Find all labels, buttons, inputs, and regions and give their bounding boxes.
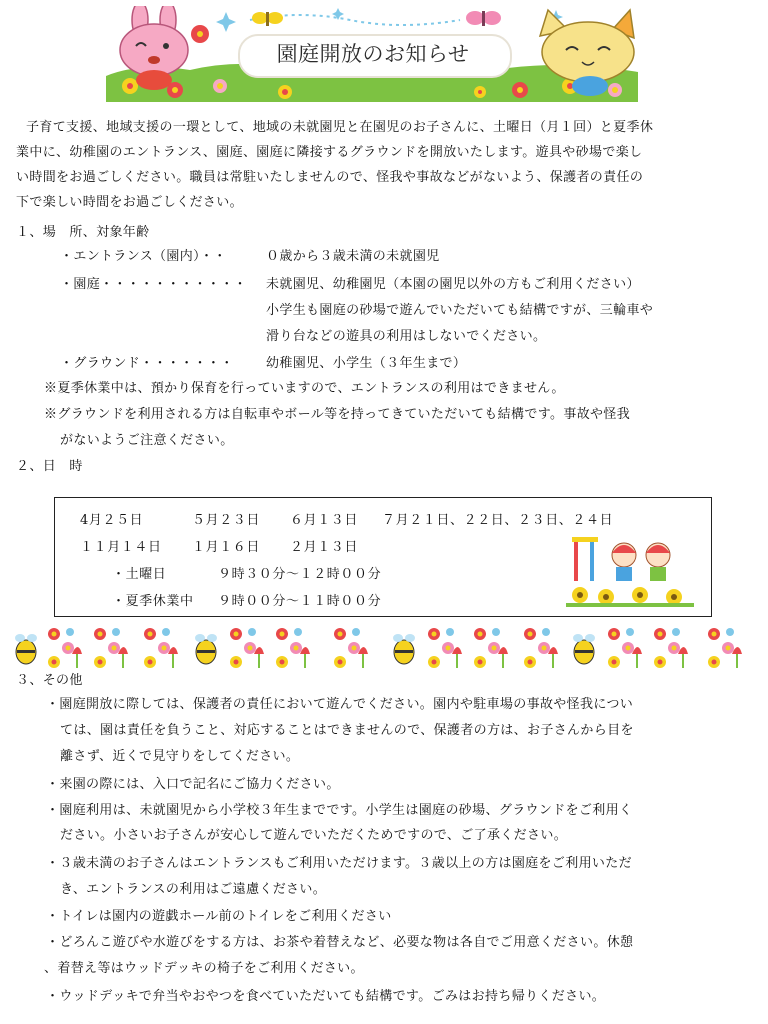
time-value: ９時３０分～１２時００分 bbox=[218, 567, 382, 582]
time-label: ・土曜日 bbox=[112, 567, 167, 582]
time-value: ９時００分～１１時００分 bbox=[218, 594, 382, 609]
section3-heading: ３、その他 bbox=[16, 673, 83, 688]
garden-value-line: 未就園児、幼稚園児（本園の園児以外の方もご利用ください） bbox=[266, 277, 640, 292]
decorative-border bbox=[0, 622, 768, 674]
time-label: ・夏季休業中 bbox=[112, 594, 194, 609]
children-illustration bbox=[566, 533, 694, 609]
section1-heading: １、場 所、対象年齢 bbox=[16, 225, 150, 240]
note-line: がないようご注意ください。 bbox=[60, 433, 234, 448]
date-item: ６月１３日 bbox=[290, 513, 359, 528]
date-item: ５月２３日 bbox=[192, 513, 261, 528]
entrance-value: ０歳から３歳未満の未就園児 bbox=[266, 249, 440, 264]
note-line: ※夏季休業中は、預かり保育を行っていますので、エントランスの利用はできません。 bbox=[44, 381, 565, 396]
other-line: ては、園は責任を負うこと、対応することはできませんので、保護者の方は、お子さんから目を bbox=[60, 723, 634, 738]
other-line: ・来園の際には、入口で記名にご協力ください。 bbox=[46, 777, 340, 792]
other-line: 、着替え等はウッドデッキの椅子をご利用ください。 bbox=[44, 961, 364, 976]
other-line: ・園庭開放に際しては、保護者の責任において遊んでください。園内や駐車場の事故や怪我につい bbox=[46, 697, 634, 712]
other-line: き、エントランスの利用はご遠慮ください。 bbox=[60, 882, 327, 897]
note-line: ※グラウンドを利用される方は自転車やボール等を持ってきていただいても結構です。事故や怪我 bbox=[44, 407, 631, 422]
garden-label: ・園庭・・・・・・・・・・・ bbox=[60, 277, 247, 292]
page-title: 園庭開放のお知らせ bbox=[276, 42, 470, 66]
other-line: ・トイレは園内の遊戯ホール前のトイレをご利用ください bbox=[46, 909, 392, 924]
other-line: ・３歳未満のお子さんはエントランスもご利用いただけます。３歳以上の方は園庭をご利用いただ bbox=[46, 856, 632, 871]
other-line: ・園庭利用は、未就園児から小学校３年生までです。小学生は園庭の砂場、グラウンドをご利用く bbox=[46, 803, 633, 818]
date-item: １月１６日 bbox=[192, 540, 261, 555]
date-item: ２月１３日 bbox=[290, 540, 359, 555]
entrance-label: ・エントランス（園内）・・ bbox=[60, 249, 227, 264]
garden-value-line: 滑り台などの遊具の利用はしないでください。 bbox=[266, 329, 547, 344]
ground-label: ・グラウンド・・・・・・・ bbox=[60, 356, 234, 371]
other-line: 離さず、近くで見守りをしてください。 bbox=[60, 749, 300, 764]
date-item: １１月１４日 bbox=[80, 540, 162, 555]
flower-icon bbox=[572, 587, 682, 605]
date-item: ７月２１日、２２日、２３日、２４日 bbox=[382, 513, 614, 528]
intro-line: い時間をお過ごしください。職員は常駐いたしませんので、怪我や事故などがないよう、保護者の責任の bbox=[16, 170, 644, 185]
other-line: ださい。小さいお子さんが安心して遊んでいただくためですので、ご了承ください。 bbox=[60, 828, 568, 843]
section2-heading: ２、日 時 bbox=[16, 459, 83, 474]
garden-value-line: 小学生も園庭の砂場で遊んでいただいても結構ですが、三輪車や bbox=[266, 303, 654, 318]
other-line: ・どろんこ遊びや水遊びをする方は、お茶や着替えなど、必要な物は各自でご用意ください。休憩 bbox=[46, 935, 634, 950]
intro-line: 子育て支援、地域支援の一環として、地域の未就園児と在園児のお子さんに、土曜日（月１回）と夏季休 bbox=[26, 120, 654, 135]
intro-line: 下で楽しい時間をお過ごしください。 bbox=[16, 195, 243, 210]
other-line: ・ウッドデッキで弁当やおやつを食べていただいても結構です。ごみはお持ち帰りください。 bbox=[46, 989, 606, 1004]
ground-value: 幼稚園児、小学生（３年生まで） bbox=[266, 356, 467, 371]
intro-line: 業中に、幼稚園のエントランス、園庭、園庭に隣接するグラウンドを開放いたします。遊具や砂場で楽し bbox=[16, 145, 643, 160]
date-item: 4月２５日 bbox=[80, 513, 144, 528]
